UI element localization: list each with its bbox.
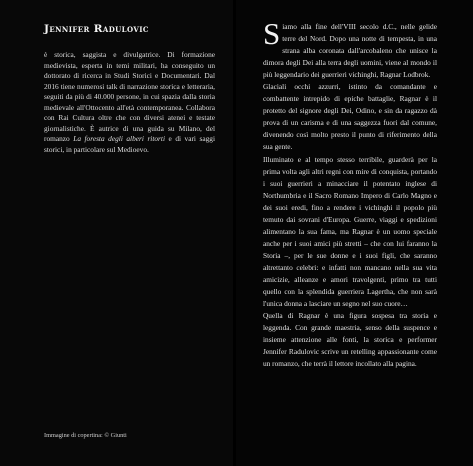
synopsis-paragraph-1 [263,16,437,81]
cover-image-credit: Immagine di copertina: © Giunti [44,432,127,439]
bio-text-1: è storica, saggista e divulgatrice. Di formazione medievista, esperta in temi militari, ha conseguito un dottorato di ricerca in Studi Storici e Documentari. Dal 2016 tiene numerosi talk di narrazione storica e letteraria, seguiti da più di 40.000 persone, in cui spazia dalla storia medievale all'Ottocento all'età contemporanea. Collabora con Rai Cultura oltre che con diversi atenei e testate giornalistiche. È autrice di una guida su Milano, del romanzo [44,50,215,144]
synopsis-paragraph-2: Glaciali occhi azzurri, istinto da comandante e combattente intrepido di epiche battaglie, Ragnar è il protetto del signore degli Dei, Odino, e sin da ragazzo dà prova di un carisma e di una saggezza fuori dal comune, divenendo così molto presto il punto di riferimento della sua gente. [263,82,437,152]
left-flap [0,0,233,466]
bio-text-2: e di vari saggi storici, in particolare sul Medioevo. [44,134,215,154]
author-bio [44,50,215,155]
synopsis-paragraph-4: Quella di Ragnar è una figura sospesa tra storia e leggenda. Con grande maestria, senso della suspence e insieme attenzione alle fonti, la storica e performer Jennifer Radulovic scrive un retelling appassionante come un romanzo, che terrà il lettore incollato alla pagina. [263,311,437,369]
book-synopsis [263,16,437,370]
novel-title: La foresta degli alberi ritorti [73,134,165,144]
drop-cap: S [263,16,281,51]
author-name: Jennifer Radulovic [44,23,149,35]
synopsis-paragraph-3: Illuminato e al tempo stesso terribile, guarderà per la prima volta agli altri regni con mire di conquista, portando i suoi guerrieri a minacciare il potentato inglese di Northumbria e il Sacro Romano Impero di Carlo Magno e dei suoi eredi, fino a rendere i vichinghi il popolo più temuto dai sovrani d'Europa. Guerre, viaggi e spedizioni alimentano la sua fama, ma Ragnar è un uomo speciale anche per i suoi amici più stretti – che con lui faranno la Storia –, per le sue donne e i suoi figli, che saranno altrettanto celebri: e infatti non mancano nella sua vita amicizie, alleanze e amori travolgenti, primo tra tutti quello con la splendida guerriera Lagertha, che non sarà l'unica donna a lasciare un segno nel suo cuore… [263,154,437,309]
paragraph-1-text: iamo alla fine dell'VIII secolo d.C., nelle gelide terre del Nord. Dopo una notte di tempesta, in una strana alba coronata dall'arcobaleno che unisce la dimora degli Dei alla terra degli uomini, viene al mondo il più leggendario dei guerrieri vichinghi, Ragnar Lodbrok. [263,22,437,80]
